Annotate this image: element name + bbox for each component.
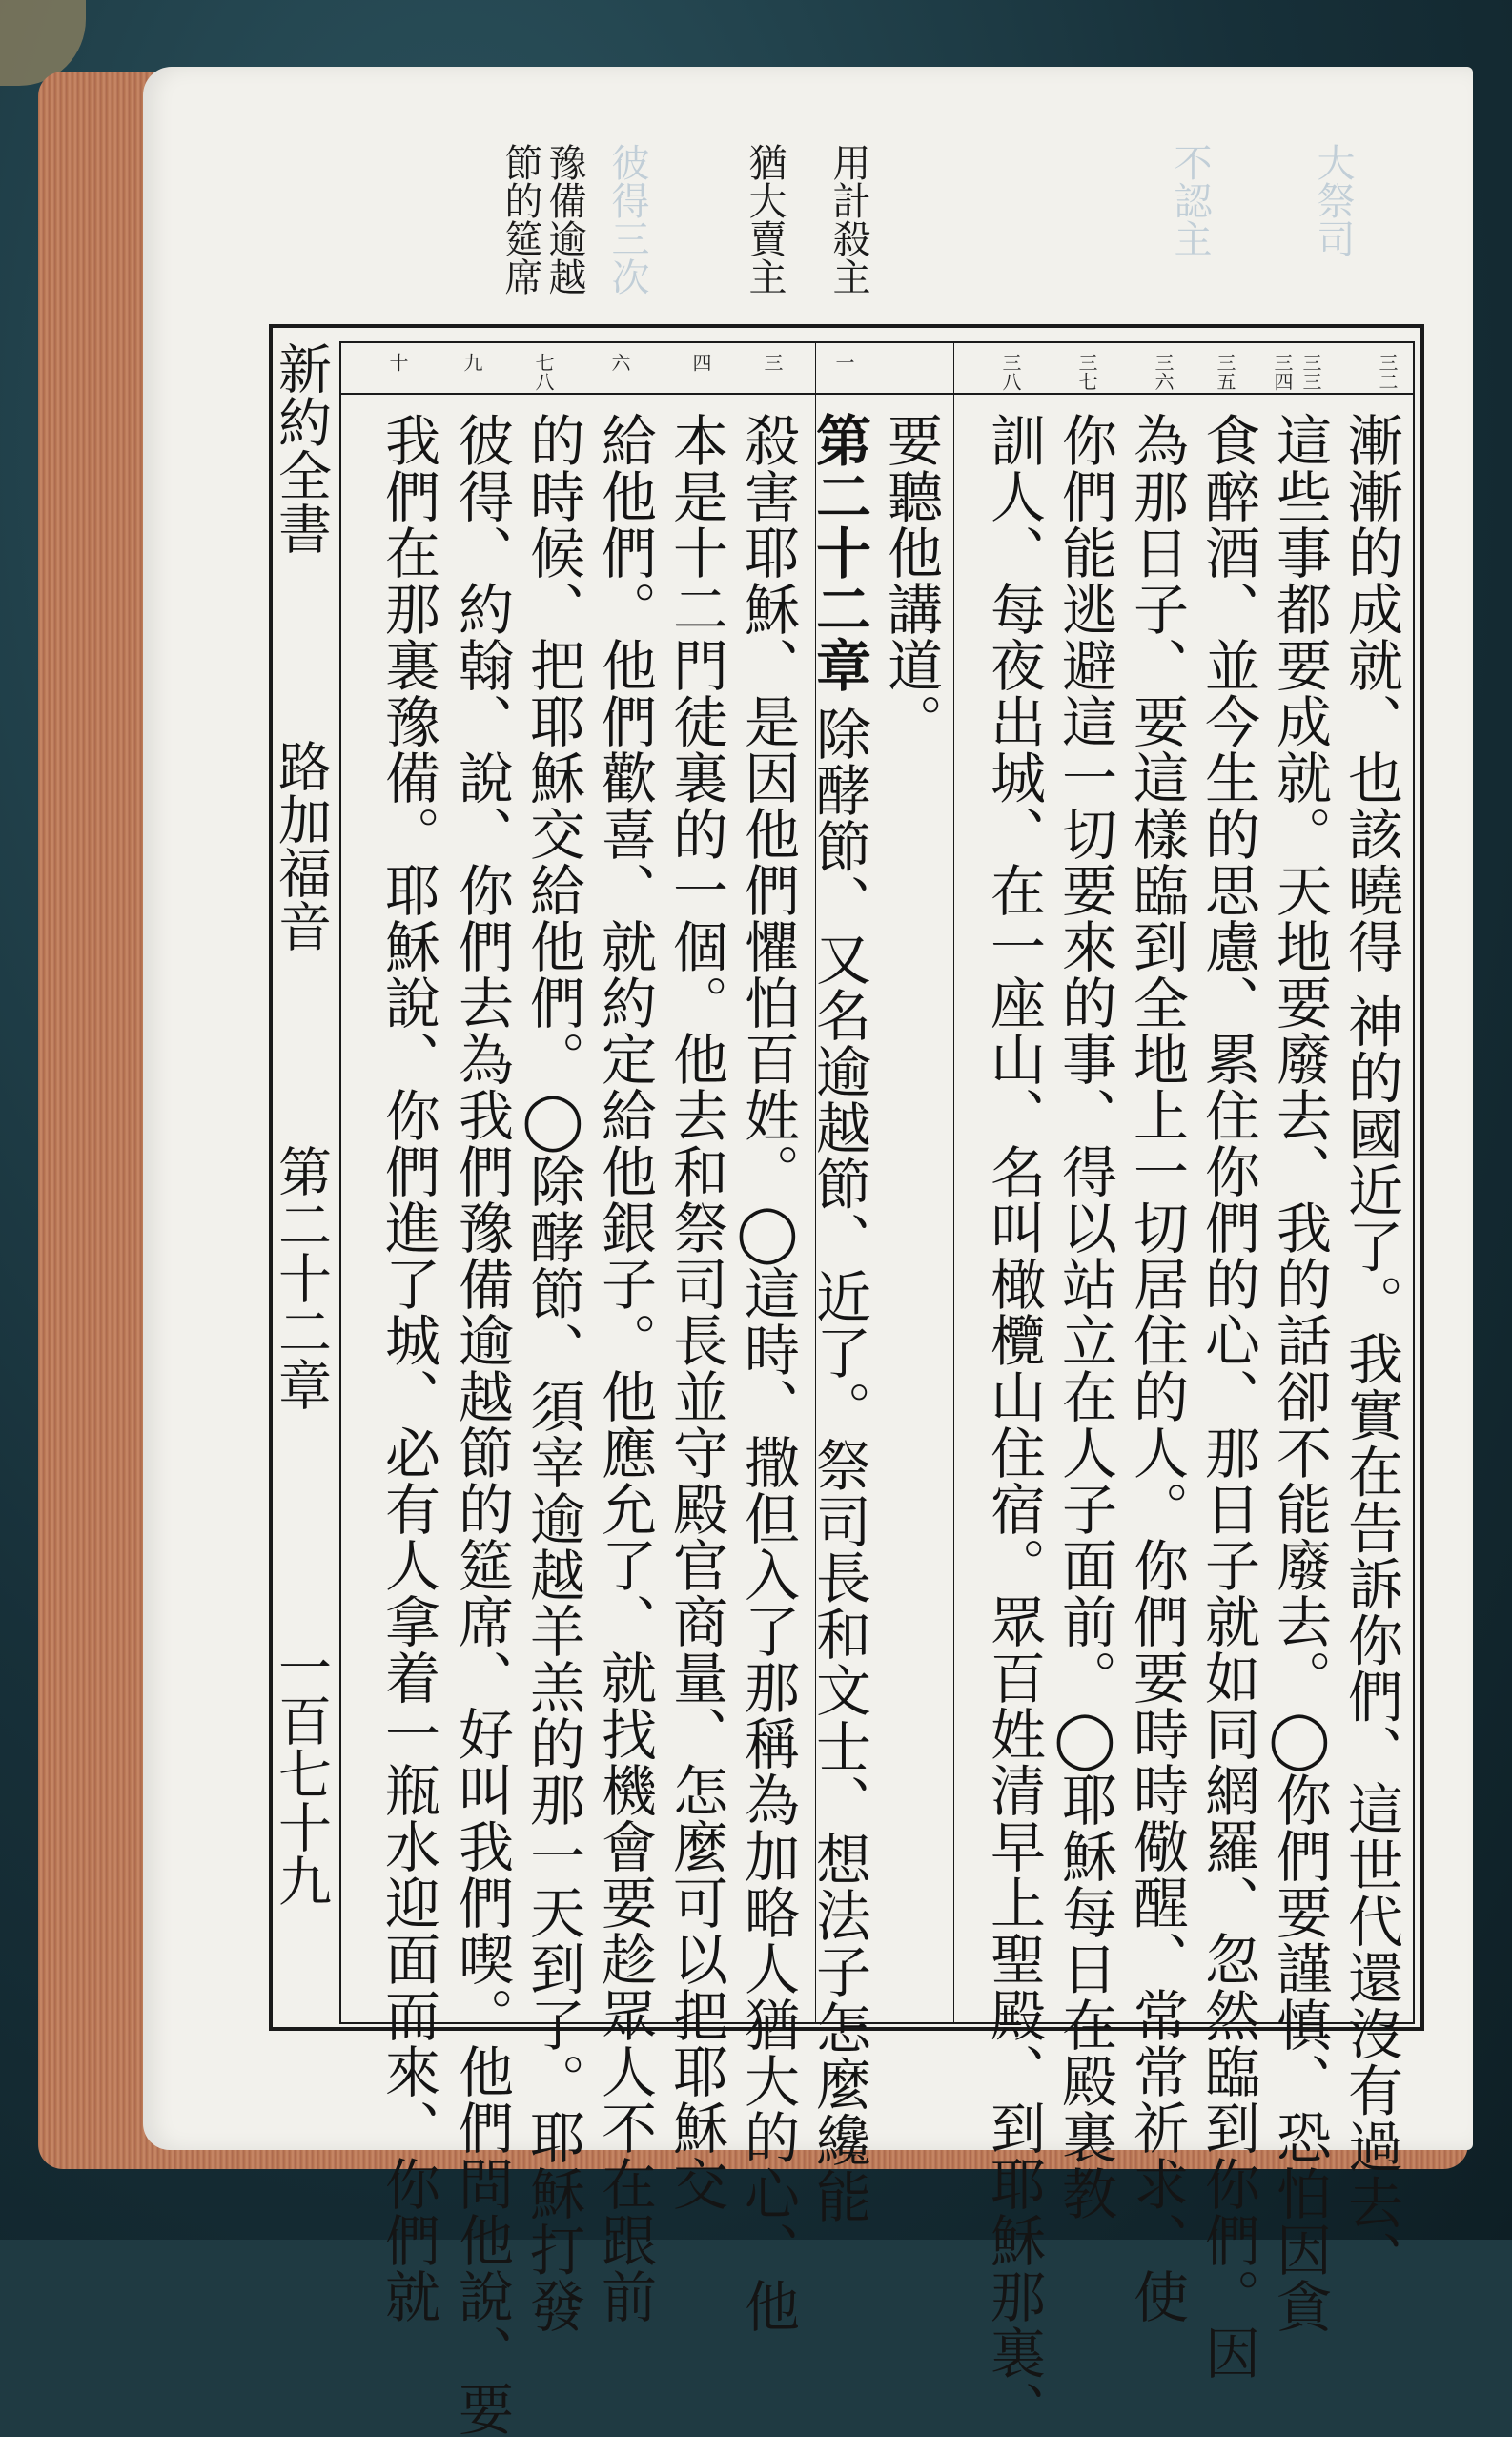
verse-number: 七八: [532, 353, 555, 391]
text-column: 本是十二門徒裏的一個。他去和祭司長並守殿官商量、怎麼可以把耶穌交: [664, 412, 728, 2212]
text-column: 你們能逃避這一切要來的事、得以站立在人子面前。◯耶穌每日在殿裏教: [1052, 412, 1117, 2222]
text-column: 除酵節、又名逾越節、近了。祭司長和文士、想法子怎麼纔能: [807, 706, 871, 2224]
verse-number: 三三: [1299, 353, 1322, 391]
page-number: 一百七十九: [270, 1640, 332, 1907]
side-note: 節的筵席: [499, 143, 542, 296]
verse-number: 九: [460, 353, 483, 372]
text-column: 食醉酒、並今生的思慮、累住你們的心、那日子就如同網羅、忽然臨到你們。因: [1195, 412, 1260, 2381]
chapter-header: 第二十二章: [270, 1144, 332, 1411]
book-title: 新約全書: [270, 341, 332, 555]
text-column: 給他們。他們歡喜、就約定給他銀子。他應允了、就找機會要趁眾人不在跟前: [592, 412, 657, 2324]
text-column: 漸漸的成就、也該曉得 神的國近了。我實在告訴你們、這世代還沒有過去、: [1338, 412, 1403, 2287]
text-column: 這些事都要成就。天地要廢去、我的話卻不能廢去。◯你們要謹慎、恐怕因貪: [1267, 412, 1332, 2334]
bleed-through-text: 不認主: [1168, 143, 1212, 257]
verse-number: 三二: [1376, 353, 1399, 391]
chapter-heading: 第二十二章: [807, 412, 871, 693]
verse-number-divider: [341, 393, 1413, 395]
verse-number: 三八: [999, 353, 1022, 391]
verse-number: 三七: [1075, 353, 1098, 391]
verse-number: 一: [832, 353, 855, 372]
bleed-through-text: 大祭司: [1311, 143, 1355, 257]
verse-number: 三六: [1152, 353, 1175, 391]
text-column: 的時候、把耶穌交給他們。◯除酵節、須宰逾越羊羔的那一天到了。耶穌打發: [521, 412, 585, 2334]
text-column: 殺害耶穌、是因他們懼怕百姓。◯這時、撒但入了那稱為加略人猶大的心、他: [735, 412, 800, 2334]
text-column: 訓人、每夜出城、在一座山、名叫橄欖山住宿。眾百姓清早上聖殿、到耶穌那裏、: [981, 412, 1046, 2437]
side-note: 用計殺主: [827, 143, 870, 296]
text-column: 要聽他講道。: [878, 412, 943, 749]
verse-number: 四: [689, 353, 712, 372]
verse-line: [953, 343, 954, 2023]
bleed-through-text: 彼得三次: [605, 143, 649, 296]
verse-number: 六: [608, 353, 631, 372]
verse-number: 三五: [1214, 353, 1236, 391]
text-column: 彼得、約翰、說、你們去為我們豫備逾越節的筵席、好叫我們喫。他們問他說、要: [449, 412, 514, 2437]
verse-number: 三四: [1271, 353, 1294, 391]
gospel-title: 路加福音: [270, 739, 332, 952]
text-column: 我們在那裏豫備。耶穌說、你們進了城、必有人拿着一瓶水迎面而來、你們就: [376, 412, 440, 2324]
verse-number: 三: [761, 353, 784, 372]
side-note: 豫備逾越: [542, 143, 586, 296]
text-column: 為那日子、要這樣臨到全地上一切居住的人。你們要時時儆醒、常常祈求、使: [1124, 412, 1189, 2324]
verse-number: 十: [386, 353, 409, 372]
side-note: 猶大賣主: [743, 143, 787, 296]
